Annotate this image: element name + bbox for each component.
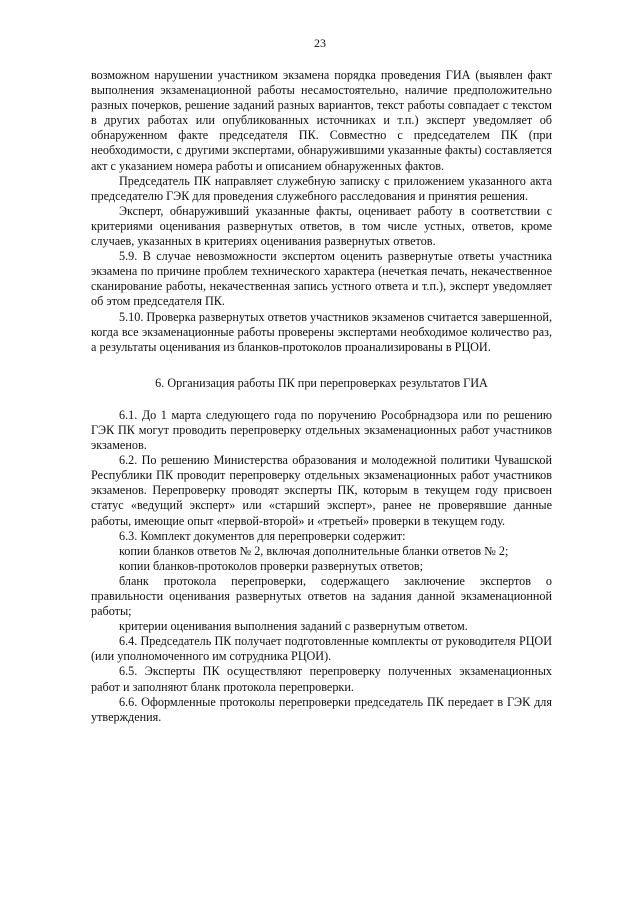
list-item: критерии оценивания выполнения заданий с развернутым ответом. <box>119 619 468 634</box>
paragraph: Председатель ПК направляет служебную записку с приложением указанного акта председателю ГЭК для проведения служебного расследования и принятия решения. <box>91 173 552 203</box>
paragraph: 5.9. В случае невозможности экспертом оценить развернутые ответы участника экзамена по причине проблем технического характера (нечеткая печать, некачественное сканирование работы, некачественная запись устного ответа и т.п.), эксперт уведомляет об этом председателя ПК. <box>91 249 552 309</box>
paragraph: 6.3. Комплект документов для перепроверки содержит: <box>119 528 406 543</box>
section-heading: 6. Организация работы ПК при перепроверках результатов ГИА <box>155 375 488 390</box>
list-item: копии бланков ответов № 2, включая дополнительные бланки ответов № 2; <box>119 543 509 558</box>
document-body <box>91 68 552 725</box>
paragraph: 5.10. Проверка развернутых ответов участников экзаменов считается завершенной, когда все экзаменационные работы проверены экспертами необходимое количество раз, а результаты оценивания из бланков-протоколов проанализированы в РЦОИ. <box>91 309 552 354</box>
paragraph: 6.2. По решению Министерства образования и молодежной политики Чувашской Республики ПК проводит перепроверку отдельных экзаменационных работ участников экзаменов. Перепроверку проводят эксперты ПК, которым в текущем году присвоен статус «ведущий эксперт» или «старший эксперт», ранее не проверявшие данные работы, имеющие опыт «первой-второй» и «третьей» проверки в текущем году. <box>91 453 552 528</box>
paragraph: 6.4. Председатель ПК получает подготовленные комплекты от руководителя РЦОИ (или уполномоченного им сотрудника РЦОИ). <box>91 634 552 664</box>
paragraph: возможном нарушении участником экзамена порядка проведения ГИА (выявлен факт выполнения экзаменационной работы несамостоятельно, наличие предположительно разных почерков, решение заданий разных вариантов, текст работы совпадает с текстом в других работах или опубликованных источниках и т.п.) эксперт уведомляет об обнаруженном факте председателя ПК. Совместно с председателем ПК (при необходимости, с другими экспертами, обнаружившими указанные факты) составляется акт с указанием номера работы и описанием обнаруженных фактов. <box>91 68 552 173</box>
paragraph: Эксперт, обнаруживший указанные факты, оценивает работу в соответствии с критериями оценивания развернутых ответов, в том числе устных, ответов, кроме случаев, указанных в критериях оценивания развернутых ответов. <box>91 203 552 249</box>
page-number: 23 <box>314 36 326 50</box>
list-item: копии бланков-протоколов проверки развернутых ответов; <box>119 558 424 573</box>
paragraph: 6.6. Оформленные протоколы перепроверки председатель ПК передает в ГЭК для утверждения. <box>91 694 552 724</box>
paragraph: 6.1. До 1 марта следующего года по поручению Рособрнадзора или по решению ГЭК ПК могут проводить перепроверку отдельных экзаменационных работ участников экзаменов. <box>91 407 552 453</box>
paragraph: 6.5. Эксперты ПК осуществляют перепроверку полученных экзаменационных работ и заполняют бланк протокола перепроверки. <box>91 664 552 694</box>
list-item: бланк протокола перепроверки, содержащего заключение экспертов о правильности оценивания развернутых ответов на задания данной экзаменационной работы; <box>91 573 552 619</box>
